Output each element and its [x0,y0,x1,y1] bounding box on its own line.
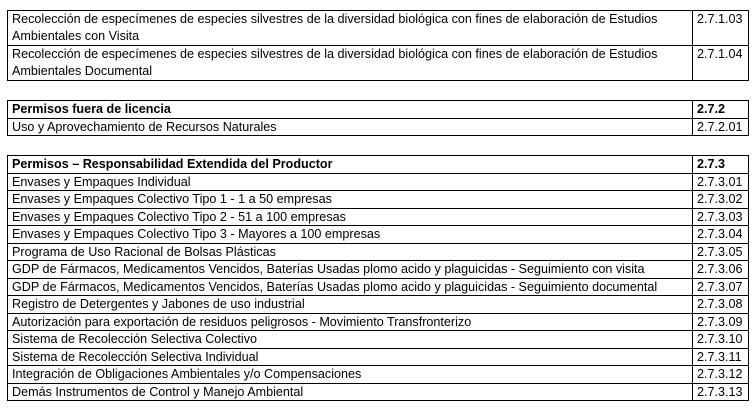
row-code: 2.7.3.05 [693,243,749,261]
row-code: 2.7.1.03 [693,11,749,46]
row-label: Autorización para exportación de residuos peligrosos - Movimiento Transfronterizo [8,313,693,331]
row-code: 2.7.2.01 [693,118,749,136]
table-row [8,348,749,366]
table-section-2-7-2 [7,100,749,136]
table-row [8,278,749,296]
table-row [8,208,749,226]
row-code: 2.7.3.11 [693,348,749,366]
row-code: 2.7.3.06 [693,261,749,279]
table-row [8,313,749,331]
table-section-2-7-1 [7,10,749,81]
row-label: Sistema de Recolección Selectiva Individual [8,348,693,366]
section-title: Permisos fuera de licencia [8,101,693,119]
row-label: GDP de Fármacos, Medicamentos Vencidos, Baterías Usadas plomo acido y plaguicidas - Seguimiento con visita [8,261,693,279]
table-row [8,296,749,314]
table-row [8,11,749,46]
section-title: Permisos – Responsabilidad Extendida del Productor [8,156,693,174]
table-section-2-7-3 [7,155,749,401]
table-row [8,331,749,349]
table-row [8,243,749,261]
row-label: Demás Instrumentos de Control y Manejo Ambiental [8,383,693,401]
row-code: 2.7.1.04 [693,46,749,81]
row-label: Programa de Uso Racional de Bolsas Plásticas [8,243,693,261]
table-row [8,261,749,279]
table-row [8,46,749,81]
row-label: GDP de Fármacos, Medicamentos Vencidos, Baterías Usadas plomo acido y plaguicidas - Seguimiento documental [8,278,693,296]
table-row [8,191,749,209]
row-label: Recolección de especímenes de especies silvestres de la diversidad biológica con fines de elaboración de Estudios Ambientales con Visita [8,11,693,46]
table-row [8,366,749,384]
row-label: Recolección de especímenes de especies silvestres de la diversidad biológica con fines de elaboración de Estudios Ambientales Documental [8,46,693,81]
section-code: 2.7.2 [693,101,749,119]
row-code: 2.7.3.09 [693,313,749,331]
row-code: 2.7.3.02 [693,191,749,209]
row-code: 2.7.3.10 [693,331,749,349]
row-code: 2.7.3.12 [693,366,749,384]
row-label: Uso y Aprovechamiento de Recursos Naturales [8,118,693,136]
section-code: 2.7.3 [693,156,749,174]
row-label: Envases y Empaques Individual [8,173,693,191]
row-label: Envases y Empaques Colectivo Tipo 3 - Mayores a 100 empresas [8,226,693,244]
row-code: 2.7.3.07 [693,278,749,296]
row-label: Envases y Empaques Colectivo Tipo 1 - 1 a 50 empresas [8,191,693,209]
table-row [8,173,749,191]
row-label: Integración de Obligaciones Ambientales y/o Compensaciones [8,366,693,384]
section-header-row [8,156,749,174]
row-label: Envases y Empaques Colectivo Tipo 2 - 51 a 100 empresas [8,208,693,226]
table-row [8,383,749,401]
row-label: Sistema de Recolección Selectiva Colectivo [8,331,693,349]
table-row [8,226,749,244]
row-code: 2.7.3.01 [693,173,749,191]
row-code: 2.7.3.08 [693,296,749,314]
row-label: Registro de Detergentes y Jabones de uso industrial [8,296,693,314]
row-code: 2.7.3.04 [693,226,749,244]
section-header-row [8,101,749,119]
row-code: 2.7.3.03 [693,208,749,226]
table-row [8,118,749,136]
row-code: 2.7.3.13 [693,383,749,401]
